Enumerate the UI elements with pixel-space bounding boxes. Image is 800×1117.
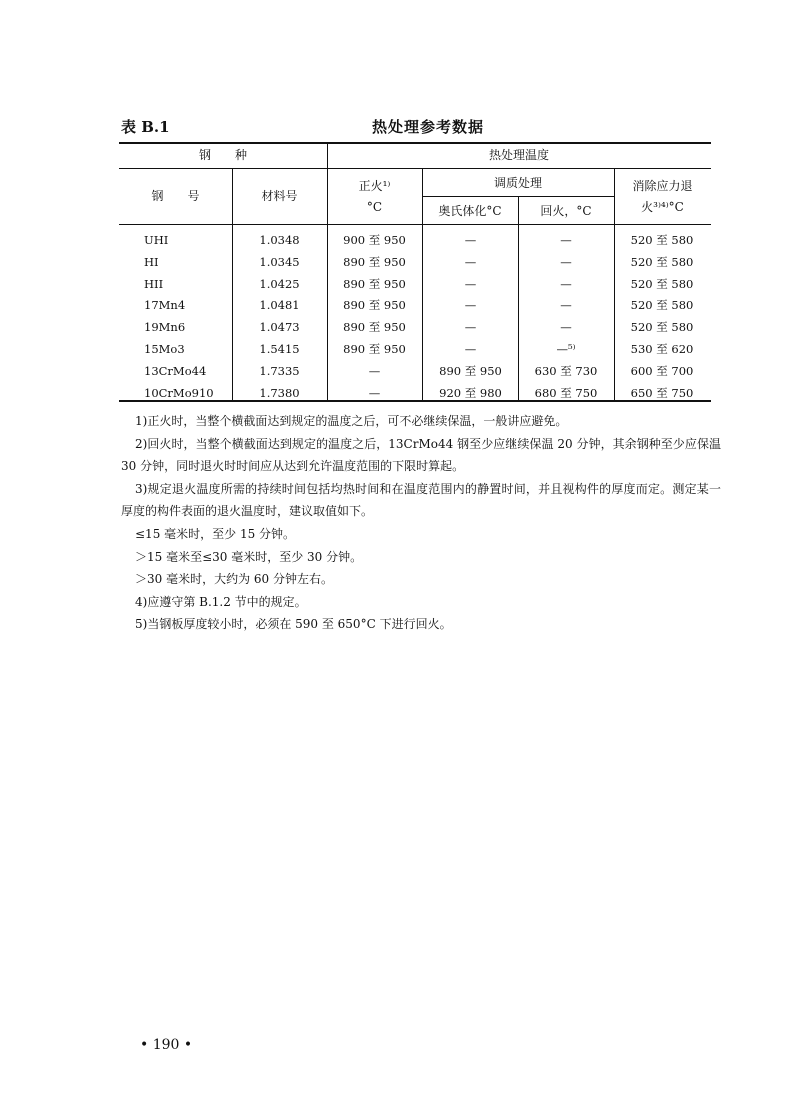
table-row: 10CrMo910 1.7380 — 920 至 980 680 至 750 650 至 750 xyxy=(144,385,694,400)
table-row: HII 1.0425 890 至 950 — — 520 至 580 xyxy=(144,276,694,291)
note-3-item-3: ＞30 毫米时，大约为 60 分钟左右。 xyxy=(135,572,333,587)
table-row: 13CrMo44 1.7335 — 890 至 950 630 至 730 600 至 700 xyxy=(144,363,694,378)
header-heat-treatment-temp: 热处理温度 xyxy=(488,148,549,162)
page-number: • 190 • xyxy=(140,1037,193,1053)
table-row: 15Mo3 1.5415 890 至 950 — —⁵⁾ 530 至 620 xyxy=(144,341,694,356)
note-3: 3)规定退火温度所需的持续时间包括均热时间和在温度范围内的静置时间，并且视构件的厚度而定。测定某一厚度的构件表面的退火温度时，建议取值如下。 xyxy=(121,481,721,519)
table-title: 热处理参考数据 xyxy=(371,118,484,136)
note-4: 4)应遵守第 B.1.2 节中的规定。 xyxy=(135,594,307,609)
header-quench-temper: 调质处理 xyxy=(493,176,542,190)
header-normalizing: 正火¹⁾ xyxy=(358,179,391,193)
note-1: 1)正火时，当整个横截面达到规定的温度之后，可不必继续保温，一般讲应避免。 xyxy=(135,414,568,428)
table-notes xyxy=(121,410,721,636)
note-3-item-2: ＞15 毫米至≤30 毫米时，至少 30 分钟。 xyxy=(135,549,363,564)
header-tempering: 回火，°C xyxy=(540,204,592,218)
note-5: 5)当钢板厚度较小时，必须在 590 至 650°C 下进行回火。 xyxy=(135,617,452,632)
header-steel-grade: 钢 号 xyxy=(151,189,200,203)
table-row: 17Mn4 1.0481 890 至 950 — — 520 至 580 xyxy=(144,298,694,313)
header-stress-relief-unit: 火³⁾⁴⁾°C xyxy=(641,200,684,214)
table-row: 19Mn6 1.0473 890 至 950 — — 520 至 580 xyxy=(144,320,694,335)
header-stress-relief: 消除应力退 xyxy=(632,179,693,193)
header-material-no: 材料号 xyxy=(261,189,298,203)
header-normalizing-unit: °C xyxy=(366,200,383,214)
table-row: UHI 1.0348 900 至 950 — — 520 至 580 xyxy=(144,233,694,247)
header-steel-type: 钢 种 xyxy=(198,148,247,162)
table-label: 表 B.1 xyxy=(121,118,170,136)
header-austenitizing: 奥氏体化°C xyxy=(438,204,502,218)
note-3-item-1: ≤15 毫米时，至少 15 分钟。 xyxy=(135,526,296,541)
note-2: 2)回火时，当整个横截面达到规定的温度之后，13CrMo44 钢至少应继续保温 20 分钟，其余钢种至少应保温 30 分钟，同时退火时时间应从达到允许温度范围的下限时算起。 xyxy=(121,436,721,474)
table-row: HI 1.0345 890 至 950 — — 520 至 580 xyxy=(144,254,694,269)
heat-treatment-table xyxy=(119,142,711,402)
